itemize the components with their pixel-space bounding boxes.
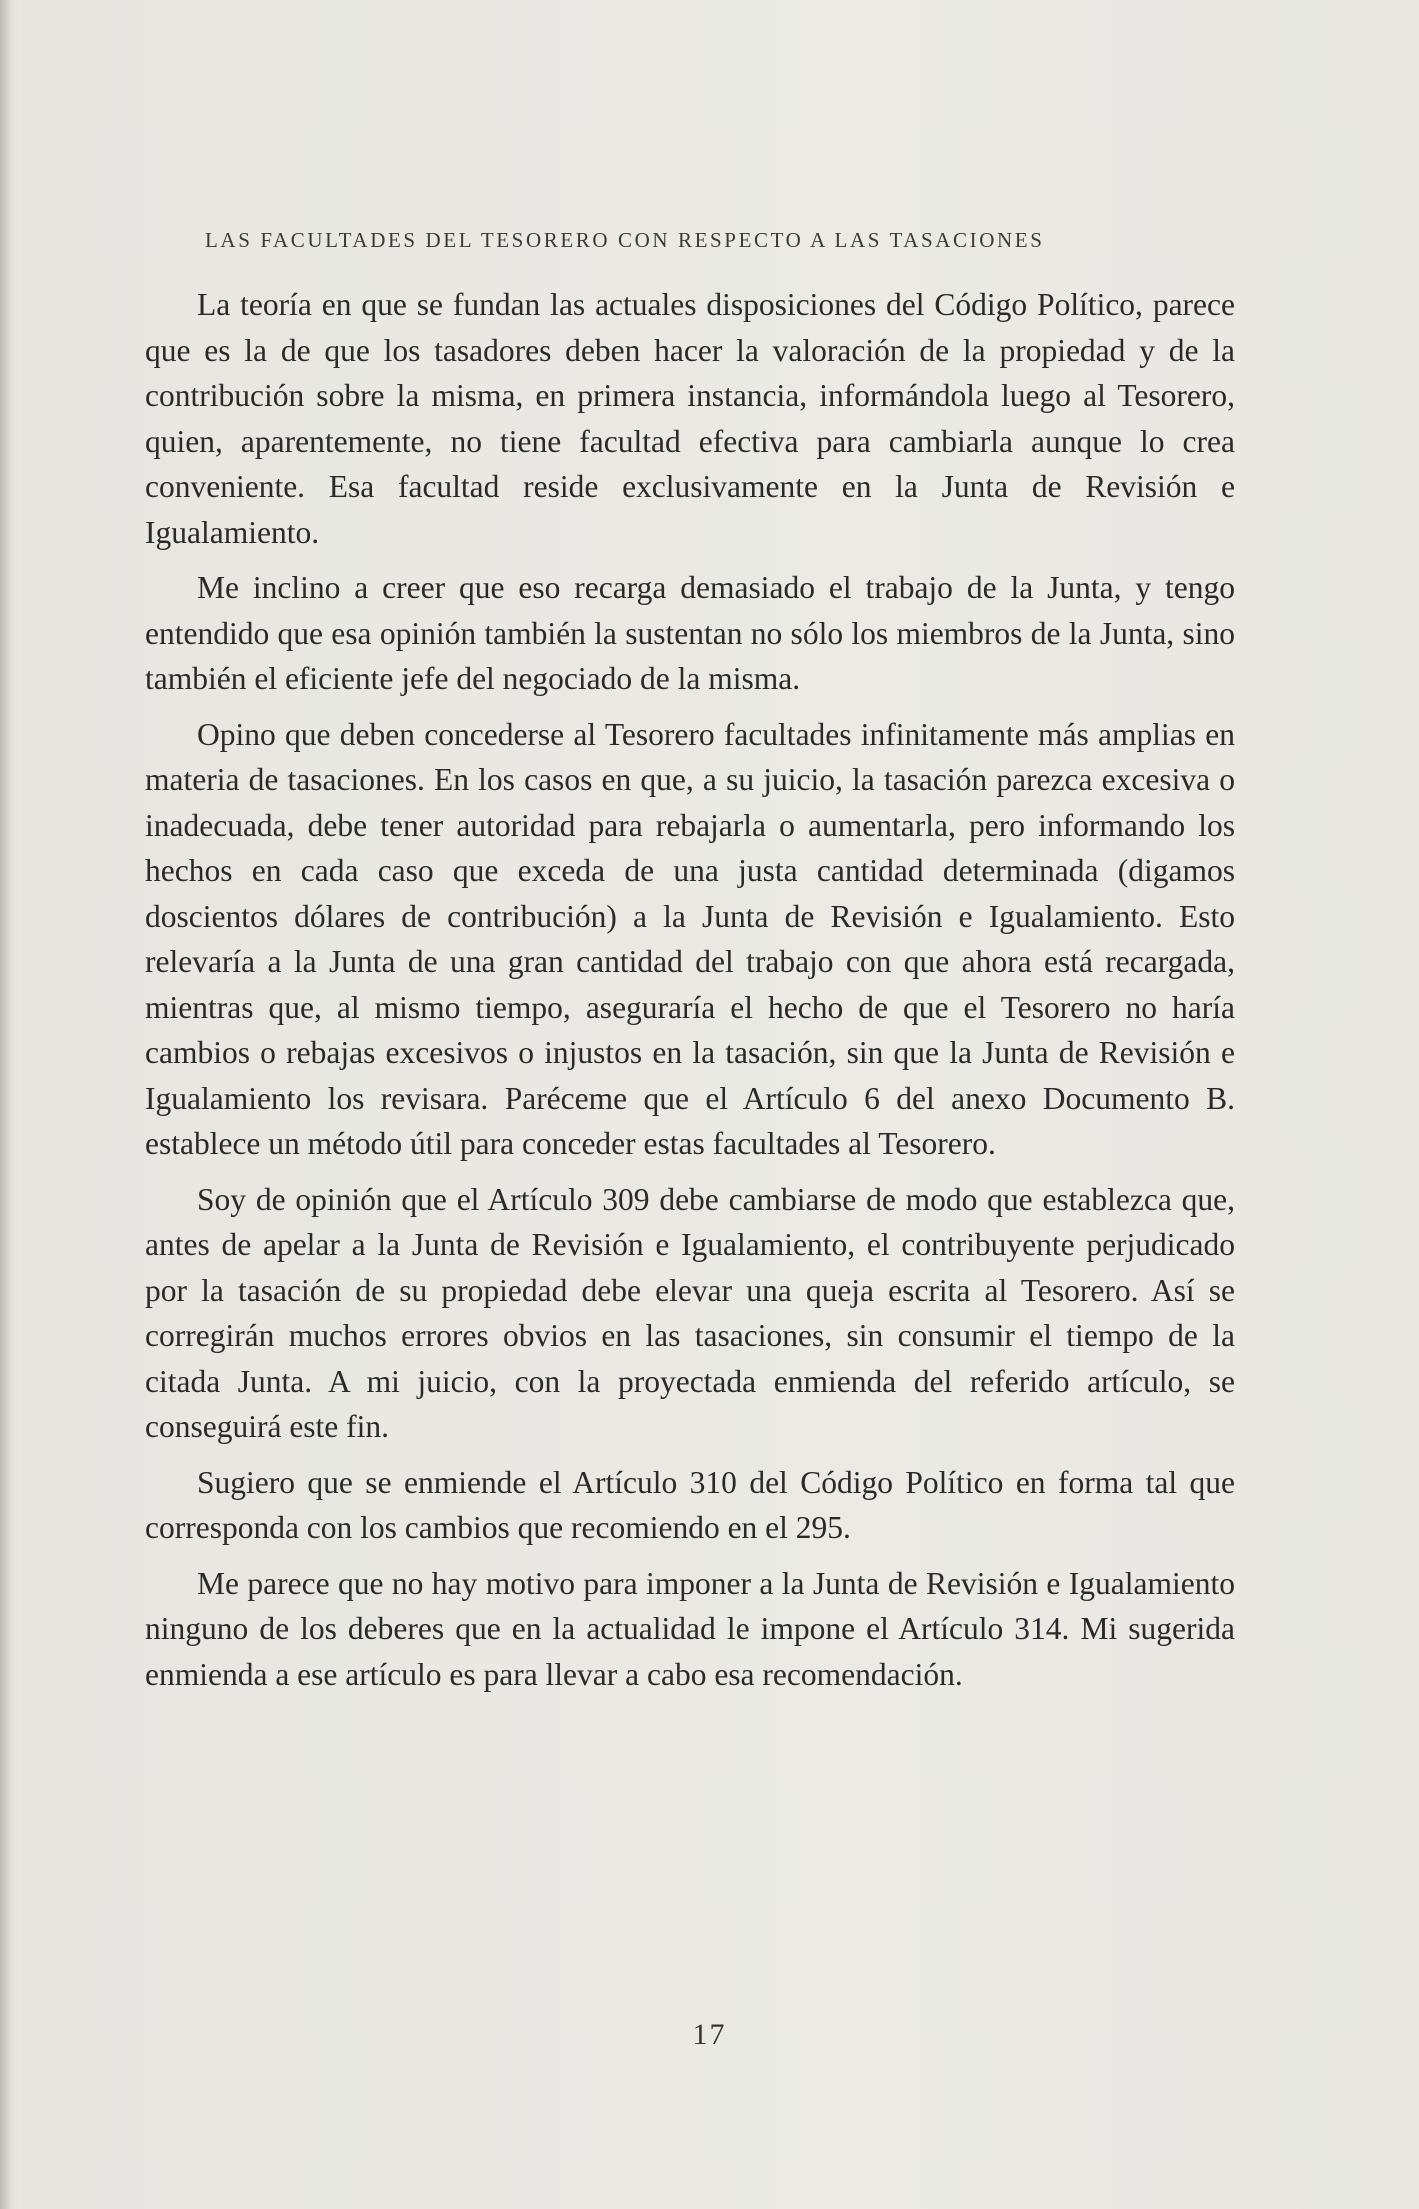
paragraph-1: La teoría en que se fundan las actuales disposiciones del Código Político, parece que es la de que los tasadores deben hacer la valoración de la propiedad y de la contribución sobre la misma, en primera instancia, informándola luego al Tesorero, quien, aparentemente, no tiene facultad efectiva para cambiarla aunque lo crea conveniente. Esa facultad reside exclusivamente en la Junta de Revisión e Igualamiento. [145, 287, 1235, 550]
paragraph-4: Soy de opinión que el Artículo 309 debe cambiarse de modo que establezca que, antes de apelar a la Junta de Revisión e Igualamiento, el contribuyente perjudicado por la tasación de su propiedad debe elevar una queja escrita al Tesorero. Así se corregirán muchos errores obvios en las tasaciones, sin consumir el tiempo de la citada Junta. A mi juicio, con la proyectada enmienda del referido artículo, se conseguirá este fin. [145, 1181, 1235, 1444]
page-number: 17 [692, 2018, 727, 2051]
paragraph-2: Me inclino a creer que eso recarga demasiado el trabajo de la Junta, y tengo entendido que esa opinión también la sustentan no sólo los miembros de la Junta, sino también el eficiente jefe del negociado de la misma. [145, 570, 1235, 696]
paragraph-3: Opino que deben concederse al Tesorero facultades infinitamente más amplias en materia de tasaciones. En los casos en que, a su juicio, la tasación parezca excesiva o inadecuada, debe tener autoridad para rebajarla o aumentarla, pero informando los hechos en cada caso que exceda de una justa cantidad determinada (digamos doscientos dólares de contribución) a la Junta de Revisión e Igualamiento. Esto relevaría a la Junta de una gran cantidad del trabajo con que ahora está recargada, mientras que, al mismo tiempo, aseguraría el hecho de que el Tesorero no haría cambios o rebajas excesivos o injustos en la tasación, sin que la Junta de Revisión e Igualamiento los revisara. Paréceme que el Artículo 6 del anexo Documento B. establece un método útil para conceder estas facultades al Tesorero. [145, 716, 1235, 1161]
running-header: LAS FACULTADES DEL TESORERO CON RESPECTO A LAS TASACIONES [205, 228, 1045, 252]
body-text [145, 282, 1235, 1707]
paragraph-5: Sugiero que se enmiende el Artículo 310 del Código Político en forma tal que corresponda con los cambios que recomiendo en el 295. [145, 1464, 1235, 1545]
paragraph-6: Me parece que no hay motivo para imponer a la Junta de Revisión e Igualamiento ninguno de los deberes que en la actualidad le impone el Artículo 314. Mi sugerida enmienda a ese artículo es para llevar a cabo esa recomendación. [145, 1565, 1235, 1692]
page-binding-edge [0, 0, 10, 2209]
